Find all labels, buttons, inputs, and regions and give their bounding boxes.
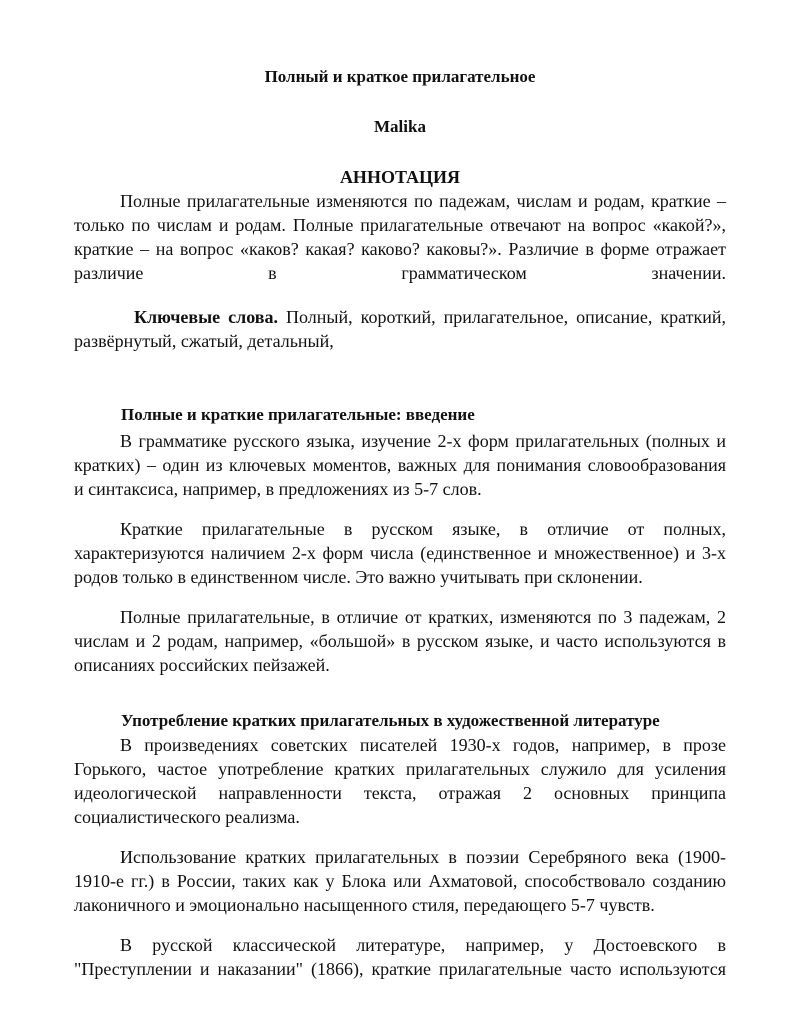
keywords-text: Полный, короткий, прилагательное, описание, краткий, [286,307,727,327]
annotation-line: Полные прилагательные изменяются по падежам, числам и родам, краткие – [120,191,726,211]
document-title: Полный и краткое прилагательное [264,67,536,86]
section-heading: Употребление кратких прилагательных в художественной литературе [121,711,660,730]
paragraph-line: Полные прилагательные, в отличие от кратких, изменяются по 3 падежам, 2 [120,607,726,627]
paragraph-line: В грамматике русского языка, изучение 2-х форм прилагательных (полных и [120,431,726,451]
paragraph-line: "Преступлении и наказании" (1866), краткие прилагательные часто используются [74,959,726,979]
paragraph-line: описаниях российских пейзажей. [74,655,330,675]
annotation-heading: АННОТАЦИЯ [339,167,461,187]
paragraph-line: В русской классической литературе, например, у Достоевского в [120,935,726,955]
paragraph-line: В произведениях советских писателей 1930-х годов, например, в прозе [120,735,726,755]
paragraph-line: Горького, частое употребление кратких прилагательных служило для усиления [74,759,726,779]
paragraph-line: социалистического реализма. [74,807,300,827]
keywords-label: Ключевые слова. [134,307,278,327]
section-heading: Полные и краткие прилагательные: введение [121,405,475,424]
paragraph-line: 1910-е гг.) в России, таких как у Блока или Ахматовой, способствовало созданию [74,871,726,891]
annotation-line: краткие – на вопрос «каков? какая? каково? каковы?». Различие в форме отражает [74,239,726,259]
paragraph-line: Краткие прилагательные в русском языке, в отличие от полных, [120,519,726,539]
paragraph-line: лаконичного и эмоционально насыщенного стиля, передающего 5-7 чувств. [74,895,655,915]
keywords-line [74,305,726,329]
annotation-line: только по числам и родам. Полные прилагательные отвечают на вопрос «какой?», [74,215,726,235]
paragraph-line: идеологической направленности текста, отражая 2 основных принципа [74,783,726,803]
paragraph-line: Использование кратких прилагательных в поэзии Серебряного века (1900- [120,847,726,867]
paragraph-line: кратких) – один из ключевых моментов, важных для понимания словообразования [74,455,726,475]
paragraph-line: родов только в единственном числе. Это важно учитывать при склонении. [74,567,643,587]
author-name: Malika [374,117,426,136]
paragraph-line: характеризуются наличием 2-х форм числа (единственное и множественное) и 3-х [74,543,726,563]
paragraph-line: и синтаксиса, например, в предложениях из 5-7 слов. [74,479,482,499]
paragraph-line: числам и 2 родам, например, «большой» в русском языке, и часто используются в [74,631,726,651]
keywords-line: развёрнутый, сжатый, детальный, [74,331,334,351]
annotation-line: различие в грамматическом значении. [74,263,726,283]
